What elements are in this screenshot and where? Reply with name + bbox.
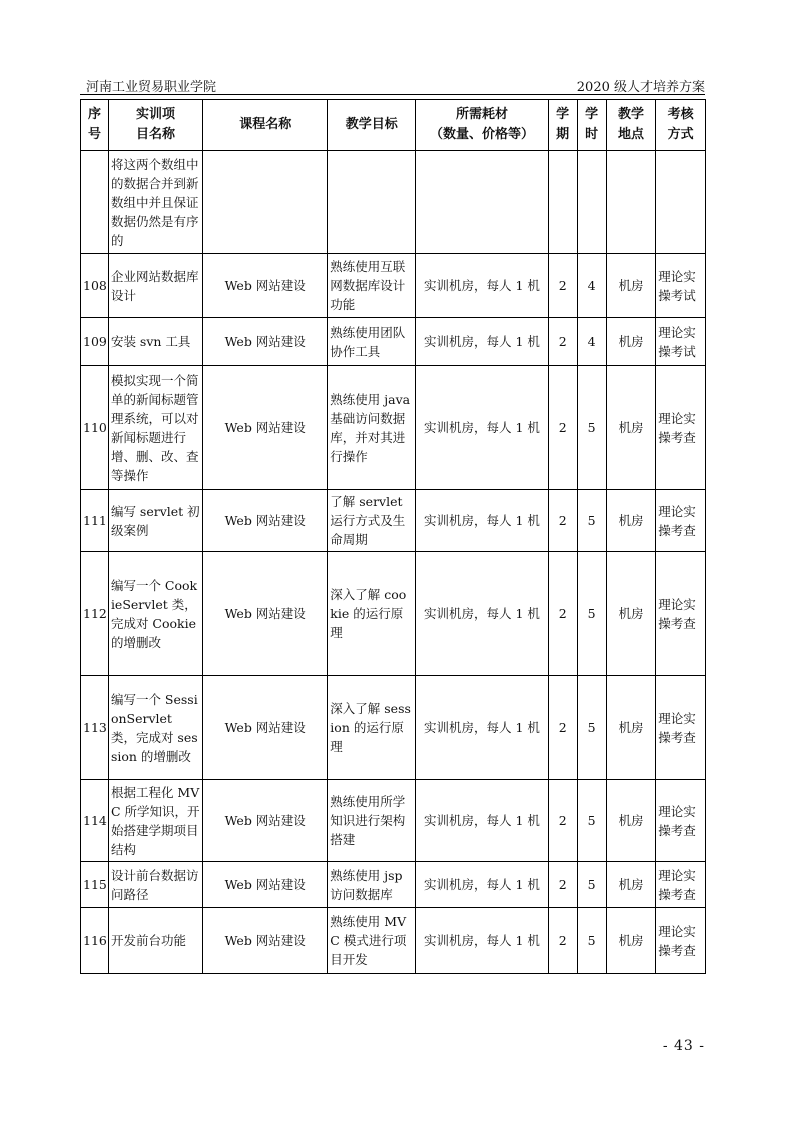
cell-course: Web 网站建设 <box>203 676 328 780</box>
cell-assessment: 理论实操考查 <box>656 862 706 908</box>
cell-goal: 熟练使用互联网数据库设计功能 <box>328 254 416 318</box>
cell-hours: 5 <box>577 780 606 862</box>
cell-place: 机房 <box>606 552 656 676</box>
cell-assessment: 理论实操考查 <box>656 552 706 676</box>
cell-material: 实训机房，每人 1 机 <box>416 318 548 366</box>
cell-term: 2 <box>548 552 577 676</box>
cell-hours: 5 <box>577 552 606 676</box>
cell-place: 机房 <box>606 780 656 862</box>
cell-project-name: 模拟实现一个简单的新闻标题管理系统，可以对新闻标题进行增、删、改、查等操作 <box>108 366 202 490</box>
cell-place <box>606 151 656 254</box>
header-rule <box>80 94 705 95</box>
cell-project-name: 开发前台功能 <box>108 908 202 974</box>
col-header-term: 学 期 <box>548 100 577 151</box>
cell-goal: 了解 servlet 运行方式及生命周期 <box>328 490 416 552</box>
cell-assessment: 理论实操考试 <box>656 318 706 366</box>
cell-place: 机房 <box>606 908 656 974</box>
table-header-row <box>81 100 706 151</box>
cell-material: 实训机房，每人 1 机 <box>416 552 548 676</box>
cell-material: 实训机房，每人 1 机 <box>416 780 548 862</box>
cell-goal: 深入了解 session 的运行原理 <box>328 676 416 780</box>
cell-material: 实训机房，每人 1 机 <box>416 490 548 552</box>
cell-hours: 4 <box>577 318 606 366</box>
cell-assessment: 理论实操考查 <box>656 676 706 780</box>
cell-project-name: 安装 svn 工具 <box>108 318 202 366</box>
table-row <box>81 908 706 974</box>
cell-hours: 5 <box>577 366 606 490</box>
cell-material: 实训机房，每人 1 机 <box>416 908 548 974</box>
cell-goal: 熟练使用团队协作工具 <box>328 318 416 366</box>
cell-project-name: 根据工程化 MVC 所学知识，开始搭建学期项目结构 <box>108 780 202 862</box>
cell-project-name: 设计前台数据访问路径 <box>108 862 202 908</box>
table-row <box>81 490 706 552</box>
cell-project-name: 编写 servlet 初级案例 <box>108 490 202 552</box>
header-school-name: 河南工业贸易职业学院 <box>86 80 217 95</box>
cell-course: Web 网站建设 <box>203 862 328 908</box>
cell-term: 2 <box>548 676 577 780</box>
cell-no: 113 <box>81 676 109 780</box>
cell-no: 116 <box>81 908 109 974</box>
cell-place: 机房 <box>606 862 656 908</box>
cell-goal: 熟练使用 jsp 访问数据库 <box>328 862 416 908</box>
cell-hours: 5 <box>577 862 606 908</box>
cell-material <box>416 151 548 254</box>
table-row <box>81 780 706 862</box>
cell-hours <box>577 151 606 254</box>
cell-course: Web 网站建设 <box>203 908 328 974</box>
cell-hours: 4 <box>577 254 606 318</box>
cell-no: 114 <box>81 780 109 862</box>
col-header-no: 序 号 <box>81 100 109 151</box>
cell-term: 2 <box>548 908 577 974</box>
cell-project-name: 编写一个 CookieServlet 类，完成对 Cookie 的增删改 <box>108 552 202 676</box>
cell-term: 2 <box>548 318 577 366</box>
cell-goal: 深入了解 cookie 的运行原理 <box>328 552 416 676</box>
cell-course: Web 网站建设 <box>203 254 328 318</box>
table-row <box>81 862 706 908</box>
cell-no <box>81 151 109 254</box>
table-row <box>81 318 706 366</box>
cell-term: 2 <box>548 366 577 490</box>
cell-term: 2 <box>548 862 577 908</box>
table-row-continuation <box>81 151 706 254</box>
cell-course: Web 网站建设 <box>203 366 328 490</box>
cell-assessment: 理论实操考查 <box>656 780 706 862</box>
col-header-place: 教学 地点 <box>606 100 656 151</box>
cell-goal: 熟练使用 java 基础访问数据库，并对其进行操作 <box>328 366 416 490</box>
cell-place: 机房 <box>606 366 656 490</box>
col-header-teaching-goal: 教学目标 <box>328 100 416 151</box>
cell-assessment: 理论实操考查 <box>656 908 706 974</box>
cell-assessment: 理论实操考查 <box>656 366 706 490</box>
col-header-course-name: 课程名称 <box>203 100 328 151</box>
cell-place: 机房 <box>606 254 656 318</box>
table-row <box>81 254 706 318</box>
cell-no: 115 <box>81 862 109 908</box>
cell-project-name: 将这两个数组中的数据合并到新数组中并且保证数据仍然是有序的 <box>108 151 202 254</box>
cell-course: Web 网站建设 <box>203 552 328 676</box>
cell-assessment: 理论实操考查 <box>656 490 706 552</box>
col-header-hours: 学 时 <box>577 100 606 151</box>
cell-goal: 熟练使用所学知识进行架构搭建 <box>328 780 416 862</box>
col-header-assessment: 考核 方式 <box>656 100 706 151</box>
table-row <box>81 552 706 676</box>
cell-material: 实训机房，每人 1 机 <box>416 676 548 780</box>
cell-term <box>548 151 577 254</box>
cell-hours: 5 <box>577 490 606 552</box>
cell-material: 实训机房，每人 1 机 <box>416 254 548 318</box>
cell-place: 机房 <box>606 676 656 780</box>
cell-no: 109 <box>81 318 109 366</box>
cell-place: 机房 <box>606 490 656 552</box>
cell-hours: 5 <box>577 676 606 780</box>
cell-no: 108 <box>81 254 109 318</box>
cell-course <box>203 151 328 254</box>
cell-course: Web 网站建设 <box>203 780 328 862</box>
cell-material: 实训机房，每人 1 机 <box>416 862 548 908</box>
cell-course: Web 网站建设 <box>203 318 328 366</box>
table-row <box>81 366 706 490</box>
cell-term: 2 <box>548 780 577 862</box>
cell-term: 2 <box>548 254 577 318</box>
cell-no: 112 <box>81 552 109 676</box>
table-row <box>81 676 706 780</box>
page-number: - 43 - <box>662 1038 705 1054</box>
cell-project-name: 编写一个 SessionServlet 类，完成对 session 的增删改 <box>108 676 202 780</box>
cell-project-name: 企业网站数据库设计 <box>108 254 202 318</box>
cell-assessment: 理论实操考试 <box>656 254 706 318</box>
cell-no: 110 <box>81 366 109 490</box>
cell-place: 机房 <box>606 318 656 366</box>
cell-assessment <box>656 151 706 254</box>
cell-goal: 熟练使用 MVC 模式进行项目开发 <box>328 908 416 974</box>
training-table <box>80 99 706 974</box>
cell-course: Web 网站建设 <box>203 490 328 552</box>
cell-hours: 5 <box>577 908 606 974</box>
col-header-project-name: 实训项 目名称 <box>108 100 202 151</box>
header-plan-title: 2020 级人才培养方案 <box>576 80 705 95</box>
cell-material: 实训机房，每人 1 机 <box>416 366 548 490</box>
col-header-materials: 所需耗材 （数量、价格等） <box>416 100 548 151</box>
cell-term: 2 <box>548 490 577 552</box>
cell-goal <box>328 151 416 254</box>
cell-no: 111 <box>81 490 109 552</box>
